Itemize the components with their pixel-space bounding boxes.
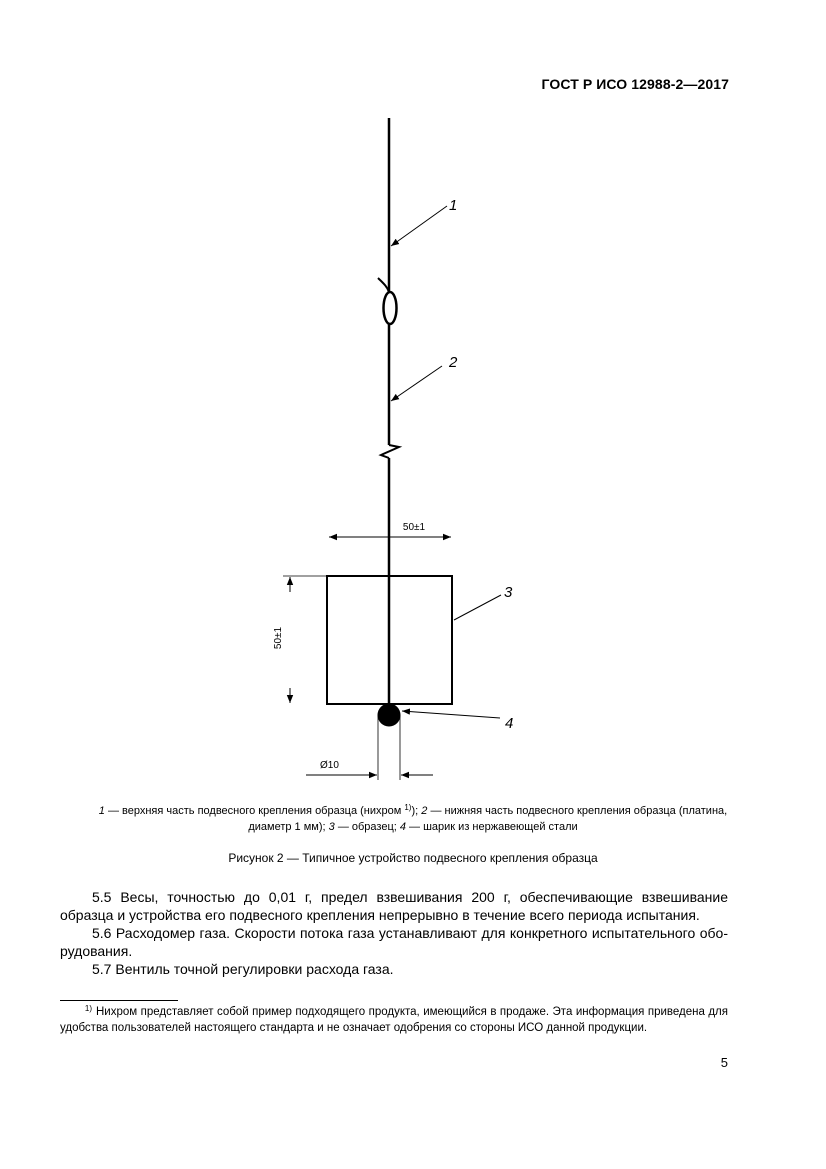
callout-label-4: 4 [505,715,514,732]
ball-dimension-label: Ø10 [320,760,339,771]
body-text [60,888,728,978]
legend-key-2: 2 [421,805,428,817]
footnote-text: Нихром представляет собой пример подходящего продукта, имеющийся в продаже. Эта информация приведена для удобства пользователей настоящего стандарта и не означает одобрения со стороны ИСО данной продукции. [60,1006,728,1034]
width-dimension-label: 50±1 [402,522,426,533]
paragraph-5-7: 5.7 Вентиль точной регулировки расхода газа. [92,961,394,977]
footnote-mark: 1) [84,1004,92,1013]
legend-text-3: — образец; [334,821,400,833]
legend-key-1: 1 [98,805,105,817]
legend-text-2: — нижняя часть подвесного крепления образца (платина, диаметр 1 мм); [248,805,728,833]
legend-key-4: 4 [399,821,406,833]
callout-line-1 [391,206,447,246]
callout-label-1: 1 [449,197,458,214]
paragraph-5-6: 5.6 Расходомер газа. Скорости потока газа устанавливают для конкретного испытательного оборудования. [60,925,728,959]
callout-label-3: 3 [504,584,513,601]
callout-line-4 [402,711,500,718]
footnote [60,1004,728,1036]
legend-text-1: — верхняя часть подвесного крепления образца (нихром [104,805,405,817]
legend-text-4: — шарик из нержавеющей стали [405,821,578,833]
legend-key-3: 3 [328,821,335,833]
page-number: 5 [720,1055,728,1070]
legend-text-1b: ); [411,805,422,817]
wire-hook [378,278,389,292]
callout-line-3 [454,595,501,620]
height-dimension-label: 50±1 [273,626,284,650]
figure-caption: Рисунок 2 — Типичное устройство подвесного крепления образца [228,851,598,865]
footnote-separator [60,1000,178,1001]
wire-loop [384,292,397,324]
figure-legend [90,803,736,835]
legend-footnote-ref: 1) [404,803,412,812]
paragraph-5-5: 5.5 Весы, точностью до 0,01 г, предел взвешивания 200 г, обеспечивающие взвешивание образца и устройства его подвесного крепления непрерывно в течение всего периода испытания. [60,889,728,923]
callout-label-2: 2 [449,354,458,371]
wire-break-symbol [381,445,399,458]
document-header: ГОСТ Р ИСО 12988-2—2017 [541,76,729,92]
steel-ball [378,704,401,727]
callout-line-2 [391,366,442,401]
